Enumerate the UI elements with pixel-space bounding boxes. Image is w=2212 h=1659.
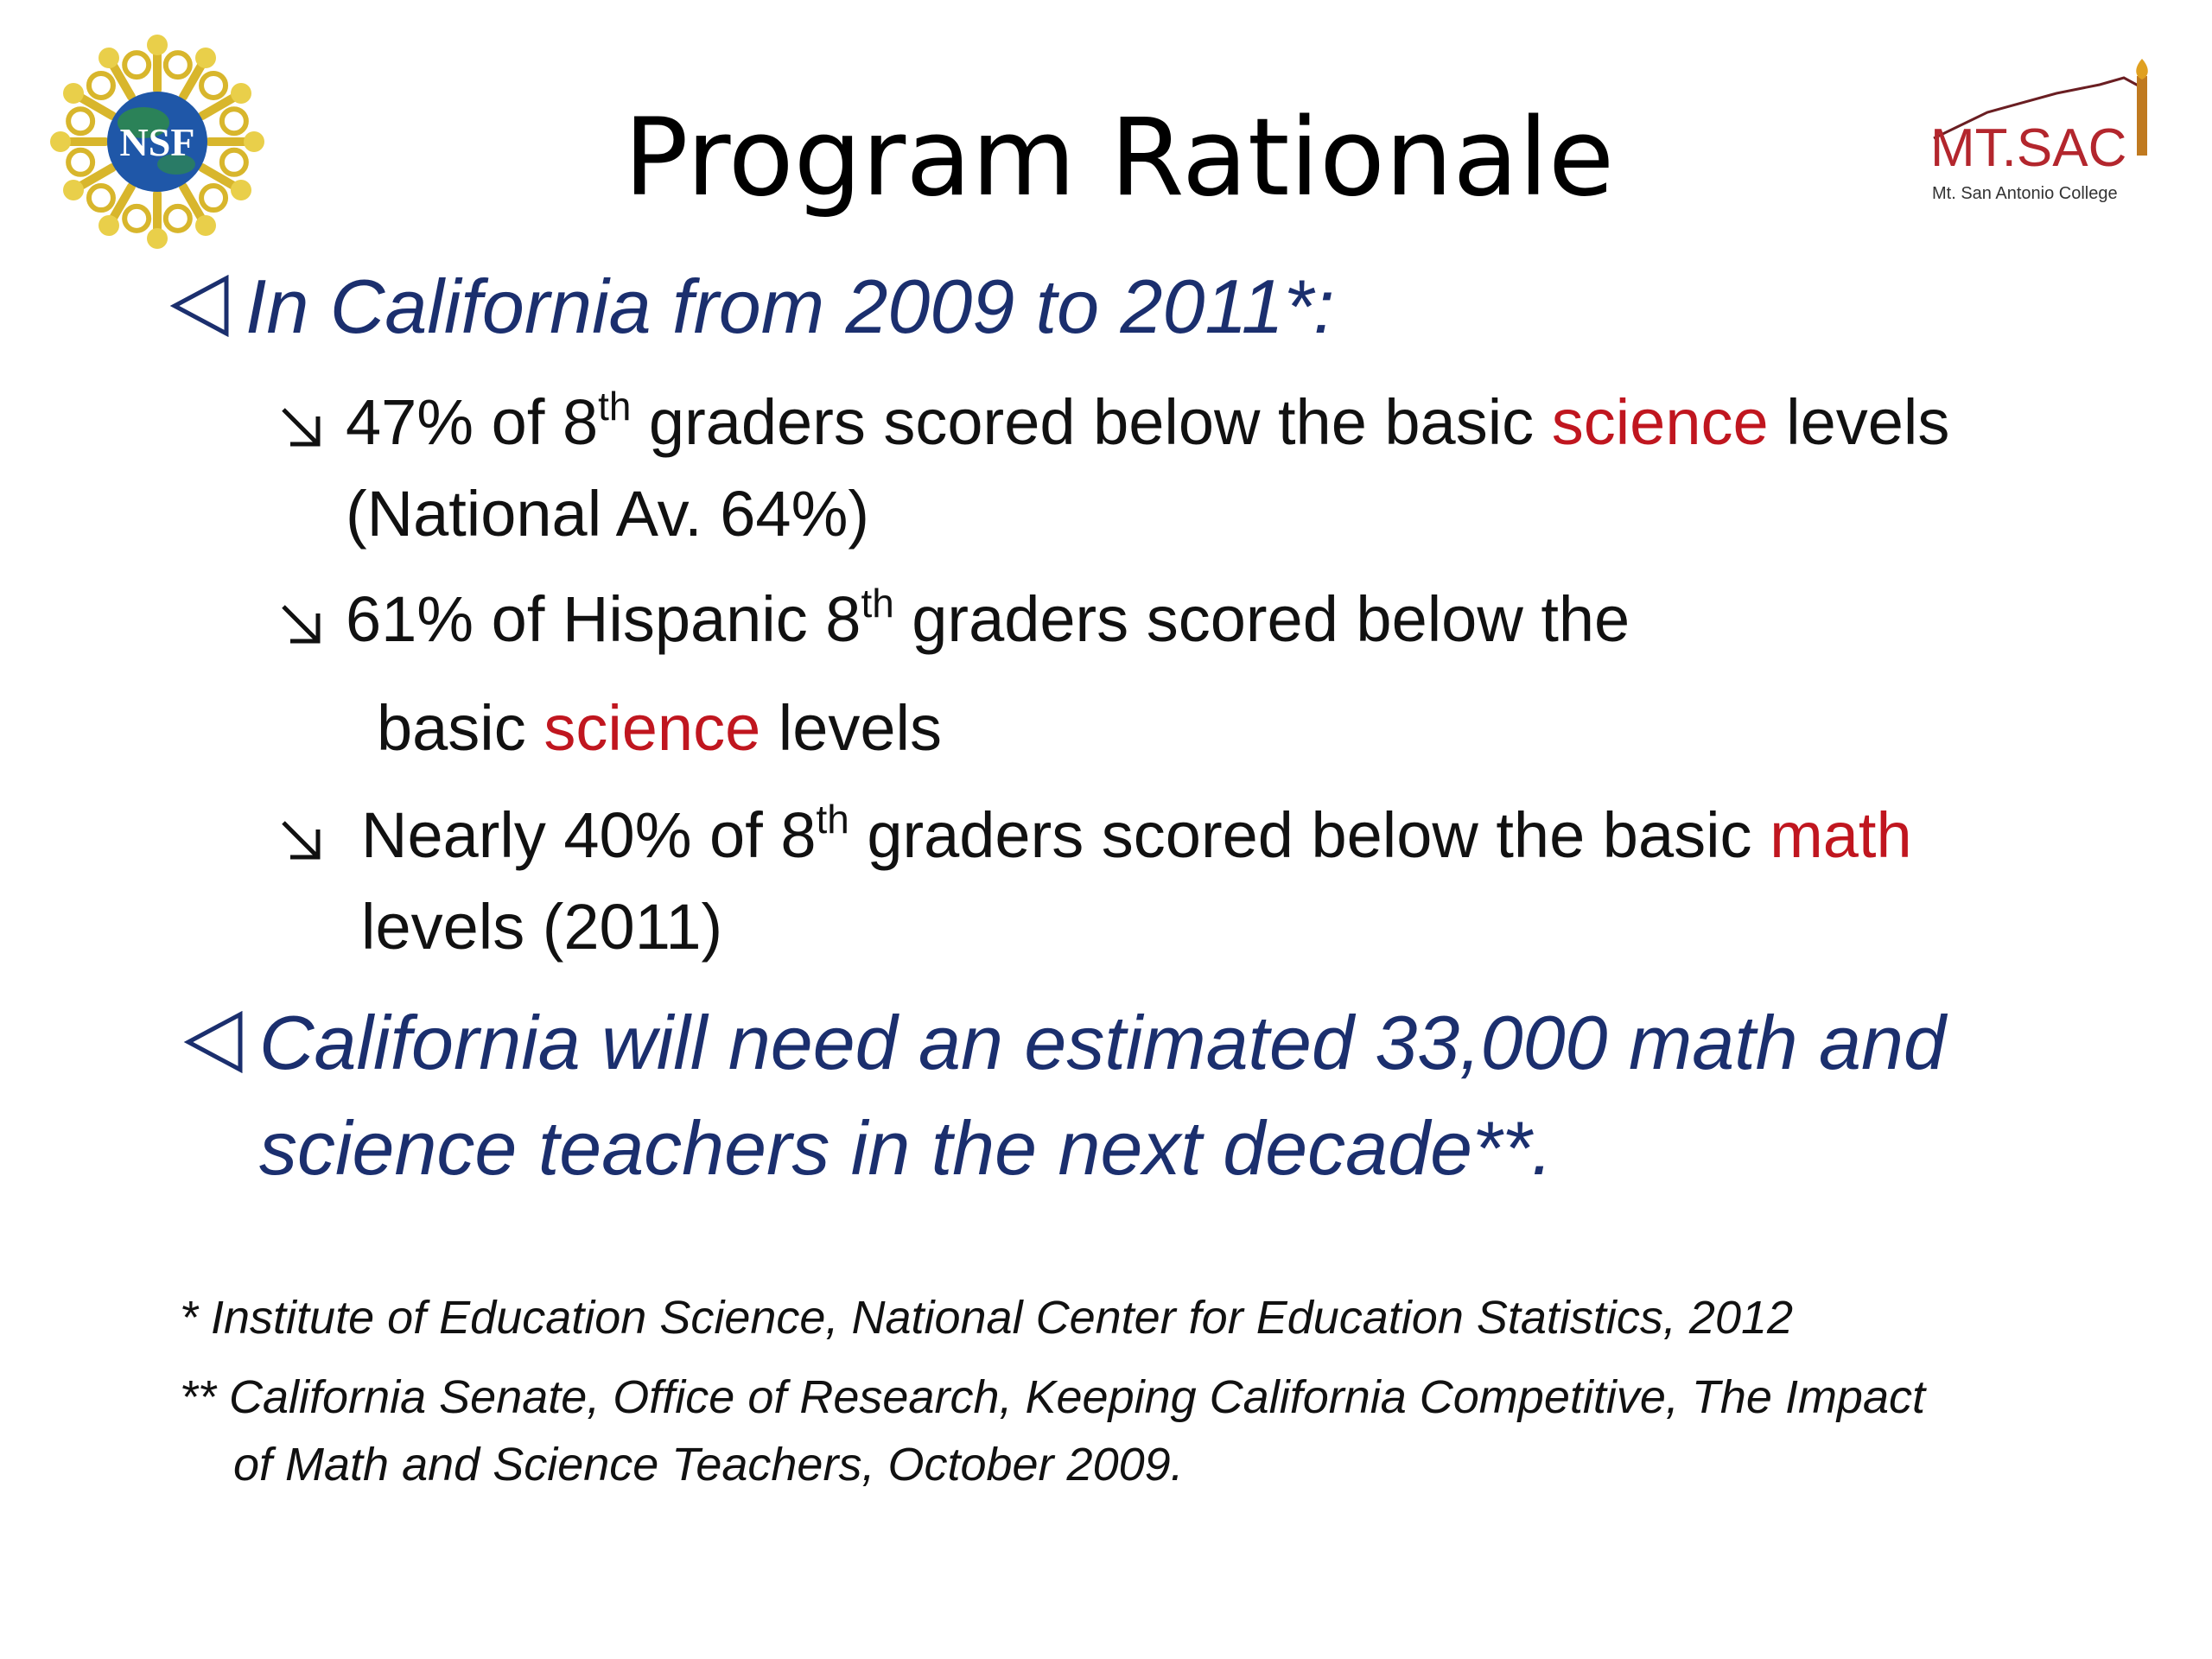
footnote-2-continued: of Math and Science Teachers, October 2009.	[233, 1439, 1184, 1491]
mtsac-logo	[1927, 59, 2186, 223]
torch-icon	[2137, 76, 2147, 156]
accent-word-science: science	[1551, 386, 1769, 458]
sub-bullet-text: graders scored below the basic	[631, 386, 1552, 458]
nsf-ray-tip	[99, 48, 119, 68]
nsf-ray-tip	[147, 228, 168, 249]
nsf-ray-ring	[124, 53, 149, 77]
sub-bullet-text: levels	[760, 692, 942, 764]
sub-bullet-text: 61% of Hispanic 8	[346, 583, 861, 655]
nsf-ray-tip	[147, 35, 168, 55]
sub-bullet-text: graders scored below the basic	[849, 799, 1770, 871]
nsf-logo-text: NSF	[119, 120, 195, 164]
bullet-teachers-needed-continued: science teachers in the next decade**.	[259, 1105, 1553, 1191]
mtsac-logo-subtitle: Mt. San Antonio College	[1932, 184, 2118, 203]
slide-title: Program Rationale	[623, 96, 1615, 220]
hollow-triangle-bullet-icon	[183, 1011, 245, 1073]
torch-flame-icon	[2136, 59, 2148, 79]
footnote-1: * Institute of Education Science, National Center for Education Statistics, 2012	[180, 1292, 1794, 1344]
accent-word-math: math	[1770, 799, 1912, 871]
sub-bullet-science-47	[346, 385, 1949, 459]
sub-bullet-national-average: (National Av. 64%)	[346, 478, 870, 550]
sub-bullet-text: graders scored below the	[893, 583, 1630, 655]
sub-bullet-math-40	[361, 798, 1912, 872]
down-right-arrow-icon	[278, 817, 323, 862]
sub-bullet-hispanic-continued	[377, 691, 942, 765]
footnote-2: ** California Senate, Office of Research, Keeping California Competitive, The Impact	[180, 1371, 1925, 1423]
superscript-th: th	[598, 383, 632, 429]
hollow-triangle-bullet-icon	[169, 275, 232, 337]
sub-bullet-text: Nearly 40% of 8	[361, 799, 817, 871]
superscript-th: th	[816, 796, 849, 842]
sub-bullet-text: levels	[1768, 386, 1950, 458]
accent-word-science: science	[543, 692, 761, 764]
down-right-arrow-icon	[278, 404, 323, 449]
sub-bullet-hispanic-61	[346, 582, 1630, 656]
bullet-california-2009-2011: In California from 2009 to 2011*:	[245, 264, 1335, 349]
sub-bullet-text: basic	[377, 692, 544, 764]
sub-bullet-math-year: levels (2011)	[361, 891, 723, 963]
nsf-ray-ring	[166, 53, 190, 77]
mtsac-logo-name: MT.SAC	[1930, 118, 2127, 178]
down-right-arrow-icon	[278, 601, 323, 646]
sub-bullet-text: 47% of 8	[346, 386, 599, 458]
superscript-th: th	[861, 580, 894, 626]
nsf-ray-tip	[195, 48, 216, 68]
bullet-teachers-needed: California will need an estimated 33,000 math and	[259, 1000, 1946, 1085]
